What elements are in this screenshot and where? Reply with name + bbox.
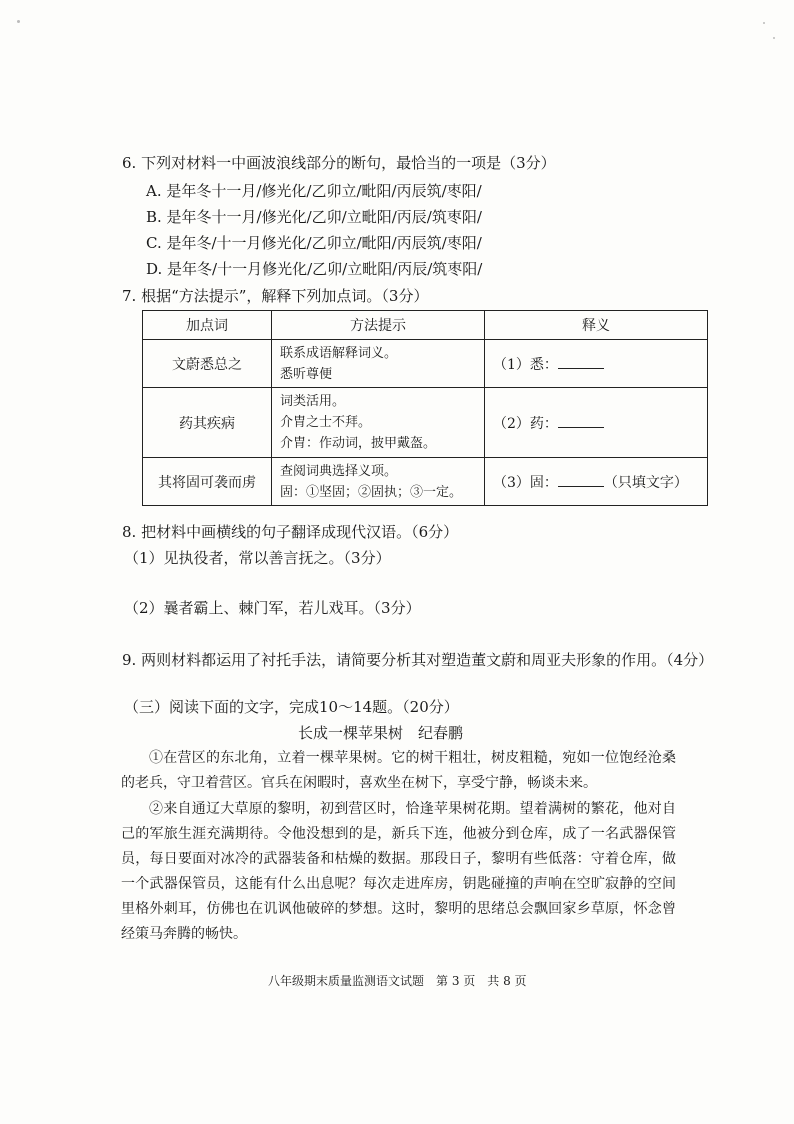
q6-option-b: B. 是年冬十一月/修光化/乙卯/立毗阳/丙辰/筑枣阳/: [146, 208, 482, 226]
answer-note: （只填文字）: [603, 474, 688, 491]
hint-line: 查阅词典选择义项。: [280, 463, 398, 479]
answer-blank[interactable]: [558, 354, 604, 369]
q6-option-d: D. 是年冬/十一月修光化/乙卯/立毗阳/丙辰/筑枣阳/: [146, 260, 483, 278]
row-hint: [272, 458, 485, 506]
hint-line: 悉听尊便: [280, 366, 333, 382]
table-header-row: [143, 311, 708, 340]
row-word: 药其疾病: [143, 388, 272, 458]
header-hint: 方法提示: [272, 311, 485, 340]
section3-heading: （三）阅读下面的文字，完成10～14题。（20分）: [124, 698, 459, 716]
hint-line: 介胄：作动词，披甲戴盔。: [280, 436, 437, 451]
q7-stem: 7. 根据“方法提示”，解释下列加点词。（3分）: [122, 287, 429, 305]
row-hint: [272, 340, 485, 388]
page-footer: 八年级期末质量监测语文试题 第 3 页 共 8 页: [268, 974, 527, 988]
answer-blank[interactable]: [558, 472, 604, 487]
answer-blank[interactable]: [558, 413, 604, 428]
header-meaning: 释义: [485, 311, 708, 340]
article-paragraph-2: ②来自通辽大草原的黎明，初到营区时，恰逢苹果树花期。望着满树的繁花，他对自己的军旅生涯充满期待。令他没想到的是，新兵下连，他被分到仓库，成了一名武器保管员，每日要面对冰冷的武器装备和枯燥的数据。那段日子，黎明有些低落：守着仓库，做一个武器保管员，这能有什么出息呢？每次走进库房，钥匙碰撞的声响在空旷寂静的空间里格外刺耳，仿佛也在讥讽他破碎的梦想。这时，黎明的思绪总会飘回家乡草原，怀念曾经策马奔腾的畅快。: [121, 801, 676, 942]
scan-speck: [763, 22, 765, 24]
q6-option-c: C. 是年冬/十一月修光化/乙卯立/毗阳/丙辰筑/枣阳/: [146, 234, 482, 252]
hint-line: 联系成语解释词义。: [280, 345, 398, 361]
q9-stem: 9. 两则材料都运用了衬托手法，请简要分析其对塑造董文蔚和周亚夫形象的作用。（4分）: [122, 651, 714, 669]
row-answer: [485, 388, 708, 458]
row-answer: [485, 340, 708, 388]
method-hint-table: [142, 310, 708, 506]
article-title: 长成一棵苹果树 纪春鹏: [298, 724, 464, 742]
q6-option-a: A. 是年冬十一月/修光化/乙卯立/毗阳/丙辰筑/枣阳/: [146, 182, 482, 200]
q8-item-2: （2）曩者霸上、棘门军，若儿戏耳。（3分）: [124, 599, 421, 617]
answer-label: （1）悉：: [493, 356, 558, 373]
q8-item-1: （1）见执役者，常以善言抚之。（3分）: [124, 549, 391, 567]
answer-label: （3）固：: [493, 474, 558, 491]
hint-line: 固：①坚固；②固执；③一定。: [280, 484, 463, 500]
row-hint: [272, 388, 485, 458]
hint-line: 介胄之士不拜。: [280, 415, 372, 430]
table-row: [143, 458, 708, 506]
row-word: 文蔚悉总之: [143, 340, 272, 388]
answer-label: （2）药：: [493, 415, 558, 432]
q6-stem: 6. 下列对材料一中画波浪线部分的断句，最恰当的一项是（3分）: [122, 154, 556, 172]
row-answer: [485, 458, 708, 506]
article-paragraph-1: ①在营区的东北角，立着一棵苹果树。它的树干粗壮，树皮粗糙，宛如一位饱经沧桑的老兵，守卫着营区。官兵在闲暇时，喜欢坐在树下，享受宁静，畅谈未来。: [121, 750, 676, 791]
scan-speck: [17, 20, 20, 23]
scan-speck: [773, 37, 775, 39]
hint-line: 词类活用。: [280, 394, 346, 409]
row-word: 其将固可袭而虏: [143, 458, 272, 506]
table-row: [143, 340, 708, 388]
header-word: 加点词: [143, 311, 272, 340]
q8-stem: 8. 把材料中画横线的句子翻译成现代汉语。（6分）: [122, 523, 459, 541]
table-row: [143, 388, 708, 458]
